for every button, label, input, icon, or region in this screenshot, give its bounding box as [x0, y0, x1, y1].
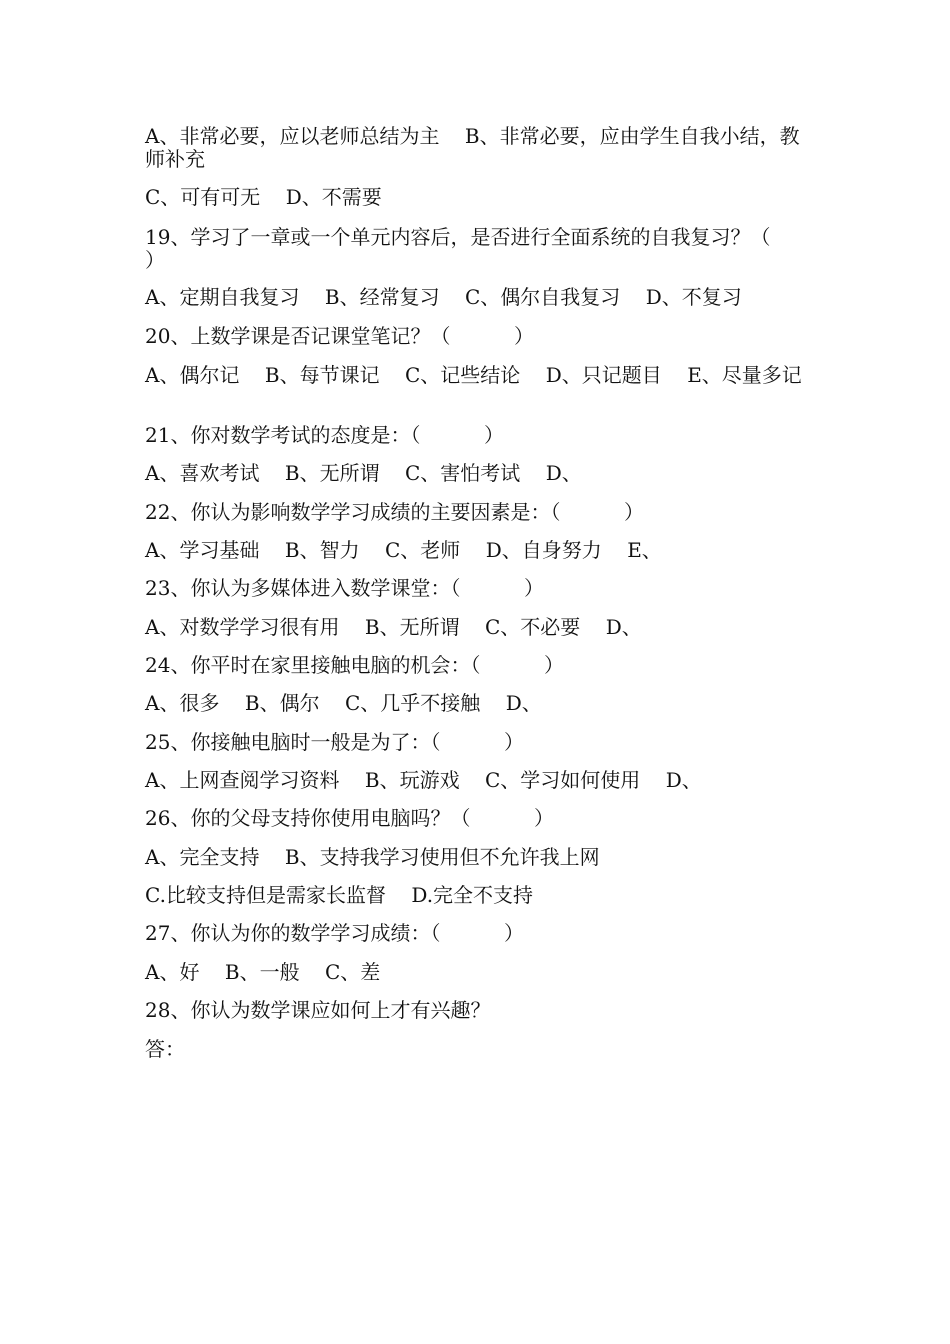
option-line-21: A、喜欢考试 B、无所谓 C、害怕考试 D、: [145, 461, 582, 485]
question-22: 22、你认为影响数学学习成绩的主要因素是：（ ）: [145, 500, 645, 524]
question-23: 23、你认为多媒体进入数学课堂：（ ）: [145, 576, 545, 600]
question-20: 20、上数学课是否记课堂笔记？（ ）: [145, 324, 535, 348]
answer-label: 答：: [145, 1037, 185, 1061]
question-24: 24、你平时在家里接触电脑的机会：（ ）: [145, 653, 565, 677]
option-line-23: A、对数学学习很有用 B、无所谓 C、不必要 D、: [145, 615, 642, 639]
question-27: 27、你认为你的数学学习成绩：（ ）: [145, 921, 525, 945]
option-line-20: A、偶尔记 B、每节课记 C、记些结论 D、只记题目 E、尽量多记: [145, 363, 802, 387]
option-line-26: A、完全支持 B、支持我学习使用但不允许我上网: [145, 845, 600, 869]
option-line-24: A、很多 B、偶尔 C、几乎不接触 D、: [145, 691, 542, 715]
question-25: 25、你接触电脑时一般是为了：（ ）: [145, 730, 525, 754]
question-28: 28、你认为数学课应如何上才有兴趣？: [145, 998, 491, 1022]
option-line-19: A、定期自我复习 B、经常复习 C、偶尔自我复习 D、不复习: [145, 285, 742, 309]
question-21: 21、你对数学考试的态度是：（ ）: [145, 423, 505, 447]
option-line-25: A、上网查阅学习资料 B、玩游戏 C、学习如何使用 D、: [145, 768, 702, 792]
option-line-22: A、学习基础 B、智力 C、老师 D、自身努力 E、: [145, 538, 662, 562]
option-line-18: A、非常必要，应以老师总结为主 B、非常必要，应由学生自我小结，教师补充: [145, 124, 800, 171]
option-line-26b: C.比较支持但是需家长监督 D.完全不支持: [145, 883, 534, 907]
option-line-18b: C、可有可无 D、不需要: [145, 185, 382, 209]
option-line-27: A、好 B、一般 C、差: [145, 960, 381, 984]
question-19: 19、学习了一章或一个单元内容后，是否进行全面系统的自我复习？（ ）: [145, 225, 822, 272]
question-26: 26、你的父母支持你使用电脑吗？（ ）: [145, 806, 555, 830]
